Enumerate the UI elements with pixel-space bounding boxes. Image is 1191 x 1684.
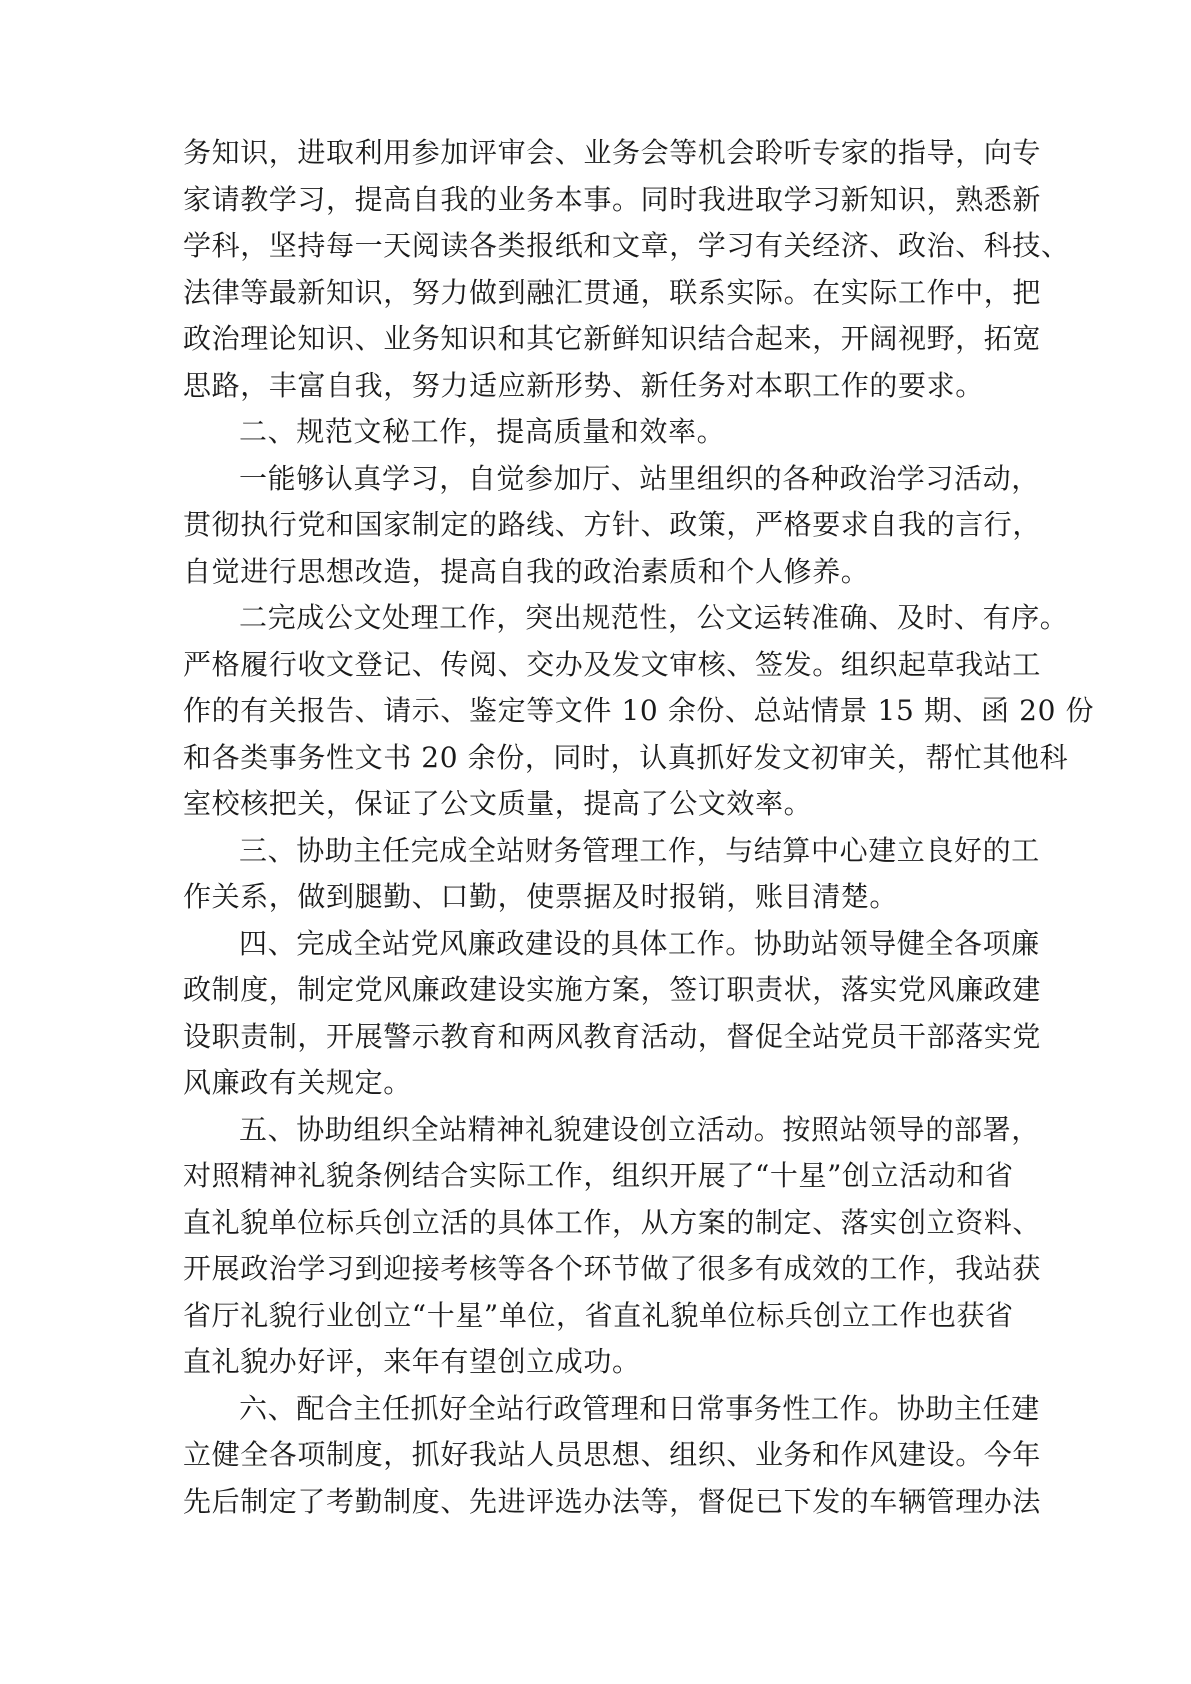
paragraph-start: 二完成公文处理工作，突出规范性，公文运转准确、及时、有序。 <box>239 601 1069 634</box>
text-line: 贯彻执行党和国家制定的路线、方针、政策，严格要求自我的言行， <box>183 508 1042 541</box>
text-line: 作的有关报告、请示、鉴定等文件 10 余份、总站情景 15 期、函 20 份 <box>183 694 1095 727</box>
text-line: 设职责制，开展警示教育和两风教育活动，督促全站党员干部落实党 <box>183 1019 1042 1053</box>
text-line: 思路，丰富自我，努力适应新形势、新任务对本职工作的要求。 <box>183 368 984 402</box>
text-line: 务知识，进取利用参加评审会、业务会等机会聆听专家的指导，向专 <box>183 136 1042 169</box>
text-line: 政制度，制定党风廉政建设实施方案，签订职责状，落实党风廉政建 <box>183 973 1042 1006</box>
text-line: 直礼貌单位标兵创立活的具体工作，从方案的制定、落实创立资料、 <box>183 1205 1042 1239</box>
section-heading: 五、协助组织全站精神礼貌建设创立活动。按照站领导的部署， <box>239 1112 1040 1146</box>
text-line: 家请教学习，提高自我的业务本事。同时我进取学习新知识，熟悉新 <box>183 182 1042 216</box>
section-heading: 六、配合主任抓好全站行政管理和日常事务性工作。协助主任建 <box>239 1391 1040 1425</box>
section-heading: 四、完成全站党风廉政建设的具体工作。协助站领导健全各项廉 <box>239 926 1040 960</box>
text-line: 省厅礼貌行业创立“十星”单位，省直礼貌单位标兵创立工作也获省 <box>183 1298 1014 1332</box>
text-line: 室校核把关，保证了公文质量，提高了公文效率。 <box>183 787 813 820</box>
text-line: 学科，坚持每一天阅读各类报纸和文章，学习有关经济、政治、科技、 <box>183 229 1070 262</box>
paragraph-start: 一能够认真学习，自觉参加厅、站里组织的各种政治学习活动， <box>239 461 1040 495</box>
text-line: 对照精神礼貌条例结合实际工作，组织开展了“十星”创立活动和省 <box>183 1159 1014 1192</box>
text-line: 自觉进行思想改造，提高自我的政治素质和个人修养。 <box>183 554 870 588</box>
document-body <box>183 130 1095 1525</box>
text-line: 严格履行收文登记、传阅、交办及发文审核、签发。组织起草我站工 <box>183 647 1042 681</box>
text-line: 法律等最新知识，努力做到融汇贯通，联系实际。在实际工作中，把 <box>183 275 1042 309</box>
text-line: 风廉政有关规定。 <box>183 1066 412 1099</box>
section-heading: 三、协助主任完成全站财务管理工作，与结算中心建立良好的工 <box>239 833 1040 867</box>
section-heading: 二、规范文秘工作，提高质量和效率。 <box>239 415 726 448</box>
text-line: 直礼貌办好评，来年有望创立成功。 <box>183 1345 641 1378</box>
text-line: 作关系，做到腿勤、口勤，使票据及时报销，账目清楚。 <box>183 880 899 913</box>
text-line: 立健全各项制度，抓好我站人员思想、组织、业务和作风建设。今年 <box>183 1438 1042 1471</box>
text-line: 开展政治学习到迎接考核等各个环节做了很多有成效的工作，我站获 <box>183 1252 1042 1285</box>
text-line: 政治理论知识、业务知识和其它新鲜知识结合起来，开阔视野，拓宽 <box>183 322 1042 355</box>
text-line: 和各类事务性文书 20 余份，同时，认真抓好发文初审关，帮忙其他科 <box>183 740 1069 774</box>
text-line: 先后制定了考勤制度、先进评选办法等，督促已下发的车辆管理办法 <box>183 1484 1042 1518</box>
